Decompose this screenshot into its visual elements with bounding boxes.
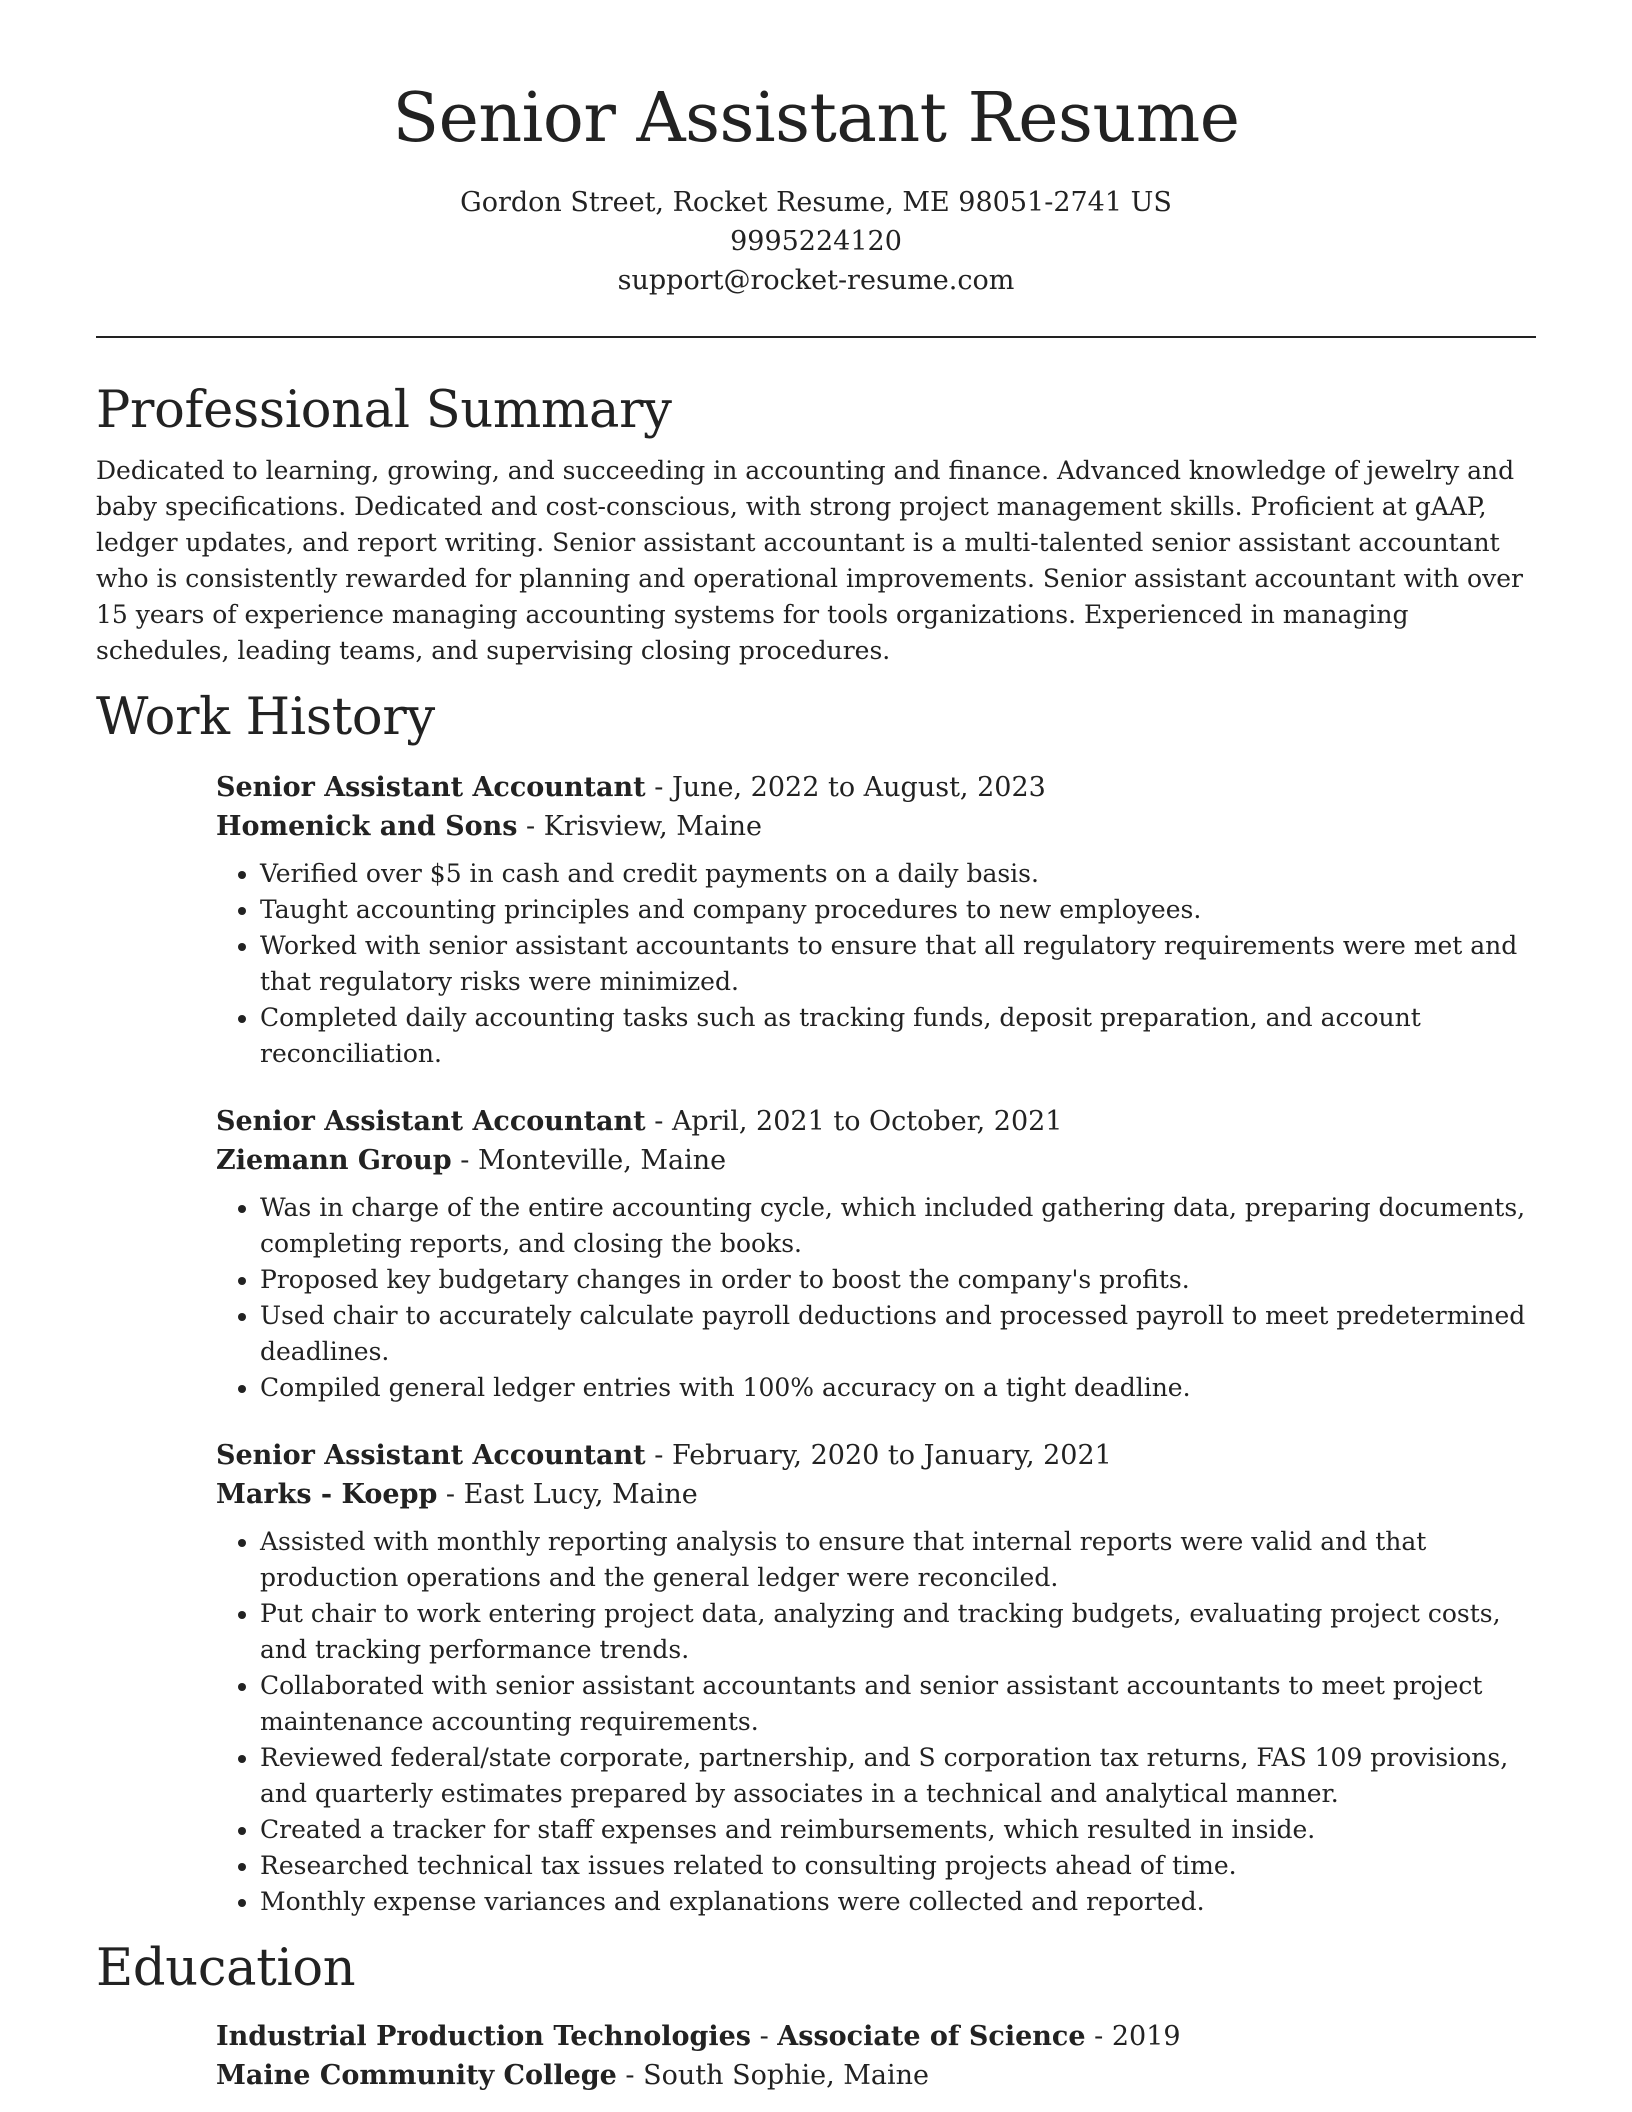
job-bullet: • Reviewed federal/state corporate, partnership, and S corporation tax returns, FAS 109 provisions, and quarterly estimates prepared by associates in a technical and analytical manner. [260,1740,1536,1812]
section-title-summary: Professional Summary [96,380,672,440]
job-bullet-list [216,1190,1536,1406]
separator: - [645,772,672,804]
job-title-line [216,1436,1536,1475]
contact-phone: 9995224120 [730,225,902,257]
job-bullet: • Proposed key budgetary changes in order to boost the company's profits. [260,1262,1536,1298]
job-company-line [216,1141,1536,1180]
separator: - [751,2021,778,2053]
job-company: Ziemann Group [216,1145,452,1177]
job-bullet-list [216,1524,1536,1920]
job-bullet: • Researched technical tax issues related to consulting projects ahead of time. [260,1848,1536,1884]
job-dates: April, 2021 to October, 2021 [671,1106,1063,1138]
education-school: Maine Community College [216,2060,617,2092]
section-title-education: Education [96,1939,356,1999]
job-role: Senior Assistant Accountant [216,772,646,804]
education-degree: Associate of Science [777,2021,1086,2053]
job-bullet: • Monthly expense variances and explanations were collected and reported. [260,1884,1536,1920]
separator: - [437,1479,464,1511]
education-degree-line [216,2017,1536,2056]
job-entry [216,768,1536,1072]
job-location: East Lucy, Maine [463,1479,698,1511]
header-divider [96,336,1536,338]
professional-summary-section [96,380,1536,669]
separator: - [517,811,544,843]
contact-email: support@rocket-resume.com [617,264,1015,296]
job-bullet: • Worked with senior assistant accountants to ensure that all regulatory requirements were met and that regulatory risks were minimized. [260,928,1536,1000]
job-role: Senior Assistant Accountant [216,1106,646,1138]
section-title-work-history: Work History [96,687,435,747]
job-company-line [216,1475,1536,1514]
resume-title: Senior Assistant Resume [392,79,1240,158]
education-entry [216,2017,1536,2095]
job-bullet: • Compiled general ledger entries with 100% accuracy on a tight deadline. [260,1370,1536,1406]
education-school-line [216,2056,1536,2095]
job-bullet: • Verified over $5 in cash and credit payments on a daily basis. [260,856,1536,892]
job-bullet: • Assisted with monthly reporting analysis to ensure that internal reports were valid and that production operations and the general ledger were reconciled. [260,1524,1536,1596]
job-bullet: • Created a tracker for staff expenses and reimbursements, which resulted in inside. [260,1812,1536,1848]
job-title-line [216,768,1536,807]
job-entry [216,1102,1536,1406]
job-entry [216,1436,1536,1920]
resume-header [96,0,1536,300]
job-location: Krisview, Maine [543,811,763,843]
separator: - [616,2060,644,2092]
education-year: 2019 [1111,2021,1181,2053]
separator: - [645,1440,672,1472]
education-section [96,1938,1536,2095]
job-title-line [216,1102,1536,1141]
job-bullet: • Completed daily accounting tasks such as tracking funds, deposit preparation, and account reconciliation. [260,1000,1536,1072]
job-bullet: • Was in charge of the entire accounting cycle, which included gathering data, preparing documents, completing reports, and closing the books. [260,1190,1536,1262]
job-role: Senior Assistant Accountant [216,1440,646,1472]
job-bullet: • Put chair to work entering project data, analyzing and tracking budgets, evaluating project costs, and tracking performance trends. [260,1596,1536,1668]
education-location: South Sophie, Maine [643,2060,930,2092]
education-program: Industrial Production Technologies [216,2021,751,2053]
job-dates: June, 2022 to August, 2023 [671,772,1046,804]
contact-address: Gordon Street, Rocket Resume, ME 98051-2741 US [460,186,1172,218]
job-bullet-list [216,856,1536,1072]
separator: - [1085,2021,1112,2053]
work-history-section [96,687,1536,1920]
job-bullet: • Collaborated with senior assistant accountants and senior assistant accountants to meet project maintenance accounting requirements. [260,1668,1536,1740]
summary-text: Dedicated to learning, growing, and succeeding in accounting and finance. Advanced knowledge of jewelry and baby specifications. Dedicated and cost-conscious, with strong project management skills. Proficient at gAAP, ledger updates, and report writing. Senior assistant accountant is a multi-talented senior assistant accountant who is consistently rewarded for planning and operational improvements. Senior assistant accountant with over 15 years of experience managing accounting systems for tools organizations. Experienced in managing schedules, leading teams, and supervising closing procedures. [96,455,1523,665]
job-bullet: • Used chair to accurately calculate payroll deductions and processed payroll to meet predetermined deadlines. [260,1298,1536,1370]
job-dates: February, 2020 to January, 2021 [671,1440,1112,1472]
job-bullet: • Taught accounting principles and company procedures to new employees. [260,892,1536,928]
job-company-line [216,807,1536,846]
separator: - [645,1106,672,1138]
separator: - [451,1145,478,1177]
job-location: Monteville, Maine [477,1145,727,1177]
job-company: Marks - Koepp [216,1479,438,1511]
job-company: Homenick and Sons [216,811,518,843]
